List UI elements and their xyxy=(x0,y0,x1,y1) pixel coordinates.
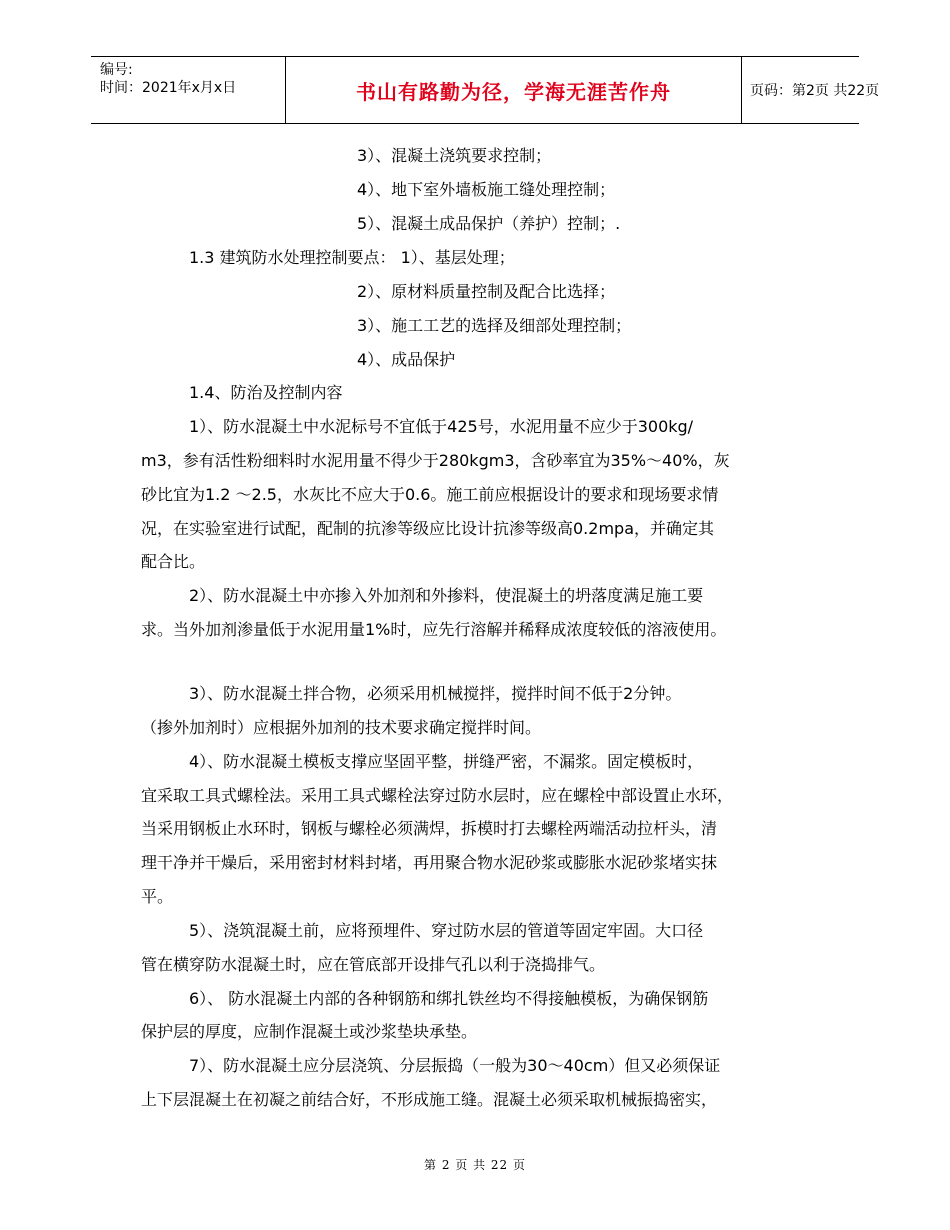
body-line: 6）、 防水混凝土内部的各种钢筋和绑扎铁丝均不得接触模板，为确保钢筋 xyxy=(189,989,709,1008)
body-line: 2）、防水混凝土中亦掺入外加剂和外掺料，使混凝土的坍落度满足施工要 xyxy=(189,586,704,605)
header-page-cell xyxy=(741,57,880,123)
header-motto: 书山有路勤为径，学海无涯苦作舟 xyxy=(356,79,671,104)
body-line: 上下层混凝土在初凝之前结合好，不形成施工缝。混凝土必须采取机械振捣密实， xyxy=(141,1090,718,1109)
body-line: 配合比。 xyxy=(141,552,206,571)
header-motto-cell xyxy=(285,57,742,123)
body-line: 4）、防水混凝土模板支撑应坚固平整，拼缝严密，不漏浆。固定模板时， xyxy=(189,752,704,771)
body-line: 砂比宜为1.2 ～2.5，水灰比不应大于0.6。施工前应根据设计的要求和现场要求情 xyxy=(141,485,719,504)
body-line: 4）、成品保护 xyxy=(357,350,456,369)
body-line: 1.4、防治及控制内容 xyxy=(189,383,343,402)
body-line: 平。 xyxy=(141,887,174,906)
body-line: 管在横穿防水混凝土时，应在管底部开设排气孔以利于浇捣排气。 xyxy=(141,955,606,974)
document-time-label: 时间：2021年x月x日 xyxy=(100,80,237,96)
body-line: 保护层的厚度，应制作混凝土或沙浆垫块承垫。 xyxy=(141,1022,478,1041)
page-footer: 第 2 页 共 22 页 xyxy=(424,1158,526,1172)
body-line: 3）、防水混凝土拌合物，必须采用机械搅拌，搅拌时间不低于2分钟。 xyxy=(189,684,682,703)
body-line: 3）、施工工艺的选择及细部处理控制； xyxy=(357,316,632,335)
body-line: （掺外加剂时）应根据外加剂的技术要求确定搅拌时间。 xyxy=(141,718,542,737)
body-line: 7）、防水混凝土应分层浇筑、分层振捣（一般为30～40cm）但又必须保证 xyxy=(189,1056,721,1075)
body-line: 求。当外加剂渗量低于水泥用量1%时，应先行溶解并稀释成浓度较低的溶液使用。 xyxy=(141,620,727,639)
body-line: 3）、混凝土浇筑要求控制； xyxy=(357,146,552,165)
body-line: 1.3 建筑防水处理控制要点： 1）、基层处理； xyxy=(189,248,515,267)
body-line: 宜采取工具式螺栓法。采用工具式螺栓法穿过防水层时，应在螺栓中部设置止水环， xyxy=(141,786,734,805)
body-line: 2）、原材料质量控制及配合比选择； xyxy=(357,282,616,301)
document-number-label: 编号: xyxy=(100,62,133,78)
body-line: 1）、防水混凝土中水泥标号不宜低于425号，水泥用量不应少于300kg/ xyxy=(189,417,694,436)
header-page-info: 页码：第2页 共22页 xyxy=(750,83,880,99)
body-line: m3，参有活性粉细料时水泥用量不得少于280kgm3，含砂率宜为35%～40%，灰 xyxy=(141,451,730,470)
body-line: 况，在实验室进行试配，配制的抗渗等级应比设计抗渗等级高0.2mpa，并确定其 xyxy=(141,519,714,538)
body-line: 理干净并干燥后，采用密封材料封堵，再用聚合物水泥砂浆或膨胀水泥砂浆堵实抹 xyxy=(141,853,718,872)
body-line: 5）、浇筑混凝土前，应将预埋件、穿过防水层的管道等固定牢固。大口径 xyxy=(189,921,704,940)
header-left-cell xyxy=(91,57,285,123)
body-line: 当采用钢板止水环时，钢板与螺栓必须满焊，拆模时打去螺栓两端活动拉杆头，清 xyxy=(141,819,718,838)
body-line: 4）、地下室外墙板施工缝处理控制； xyxy=(357,180,616,199)
page-header xyxy=(91,56,880,124)
body-line: 5）、混凝土成品保护（养护）控制；. xyxy=(357,214,621,233)
